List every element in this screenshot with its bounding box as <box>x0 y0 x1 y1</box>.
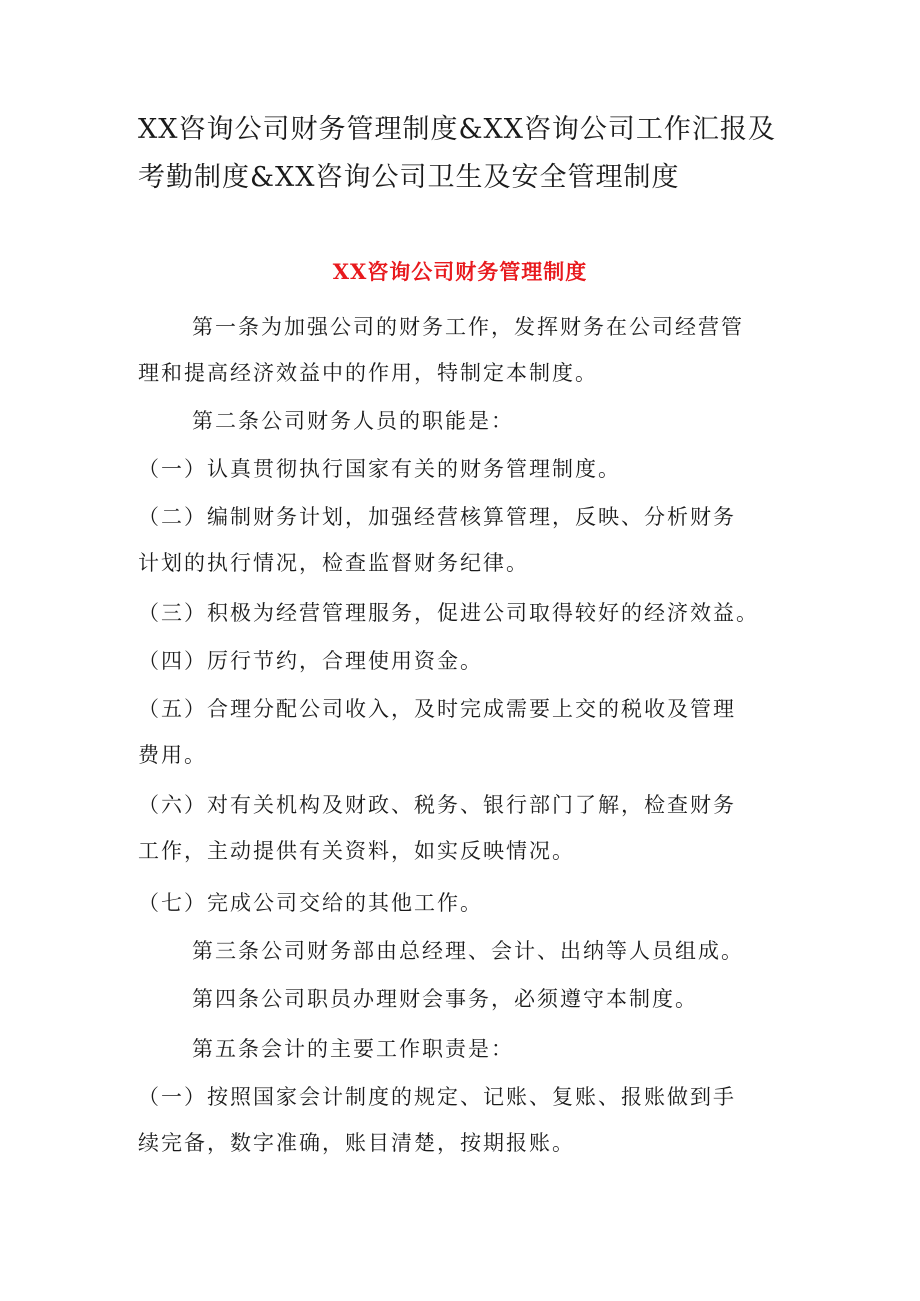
article-2-item-1 <box>138 446 798 492</box>
paragraph-line: 理和提高经济效益中的作用，特制定本制度。 <box>138 361 598 385</box>
paragraph-line: 工作，主动提供有关资料，如实反映情况。 <box>138 839 575 863</box>
article-2-item-7 <box>138 880 798 926</box>
title-line-1: XX咨询公司财务管理制度&XX咨询公司工作汇报及 <box>138 114 776 145</box>
paragraph-line: （七）完成公司交给的其他工作。 <box>138 891 483 915</box>
article-4-paragraph <box>138 976 798 1022</box>
article-2-item-2 <box>138 494 798 586</box>
paragraph-line: （三）积极为经营管理服务，促进公司取得较好的经济效益。 <box>138 601 759 625</box>
article-5-item-1 <box>138 1074 798 1166</box>
paragraph-line: 第四条公司职员办理财会事务，必须遵守本制度。 <box>192 987 698 1011</box>
title-line-2: 考勤制度&XX咨询公司卫生及安全管理制度 <box>138 162 680 193</box>
paragraph-line: （四）厉行节约，合理使用资金。 <box>138 649 483 673</box>
article-2-item-4 <box>138 638 798 684</box>
paragraph-line: 费用。 <box>138 743 207 767</box>
paragraph-line: 第一条为加强公司的财务工作，发挥财务在公司经营管 <box>192 315 744 339</box>
paragraph-line: 第二条公司财务人员的职能是： <box>192 409 514 433</box>
paragraph-line: 续完备，数字准确，账目清楚，按期报账。 <box>138 1131 575 1155</box>
article-2-paragraph <box>138 398 798 444</box>
article-5-paragraph <box>138 1026 798 1072</box>
paragraph-line: （五）合理分配公司收入，及时完成需要上交的税收及管理 <box>138 697 736 721</box>
document-title <box>138 106 798 202</box>
article-3-paragraph <box>138 928 798 974</box>
article-1-paragraph <box>138 304 798 396</box>
paragraph-line: （一）按照国家会计制度的规定、记账、复账、报账做到手 <box>138 1085 736 1109</box>
section-heading: XX咨询公司财务管理制度 <box>332 259 588 284</box>
paragraph-line: （六）对有关机构及财政、税务、银行部门了解，检查财务 <box>138 793 736 817</box>
paragraph-line: 第五条会计的主要工作职责是： <box>192 1037 514 1061</box>
paragraph-line: 计划的执行情况，检查监督财务纪律。 <box>138 551 529 575</box>
paragraph-line: 第三条公司财务部由总经理、会计、出纳等人员组成。 <box>192 939 744 963</box>
article-2-item-3 <box>138 590 798 636</box>
article-2-item-5 <box>138 686 798 778</box>
paragraph-line: （一）认真贯彻执行国家有关的财务管理制度。 <box>138 457 621 481</box>
paragraph-line: （二）编制财务计划，加强经营核算管理，反映、分析财务 <box>138 505 736 529</box>
article-2-item-6 <box>138 782 798 874</box>
